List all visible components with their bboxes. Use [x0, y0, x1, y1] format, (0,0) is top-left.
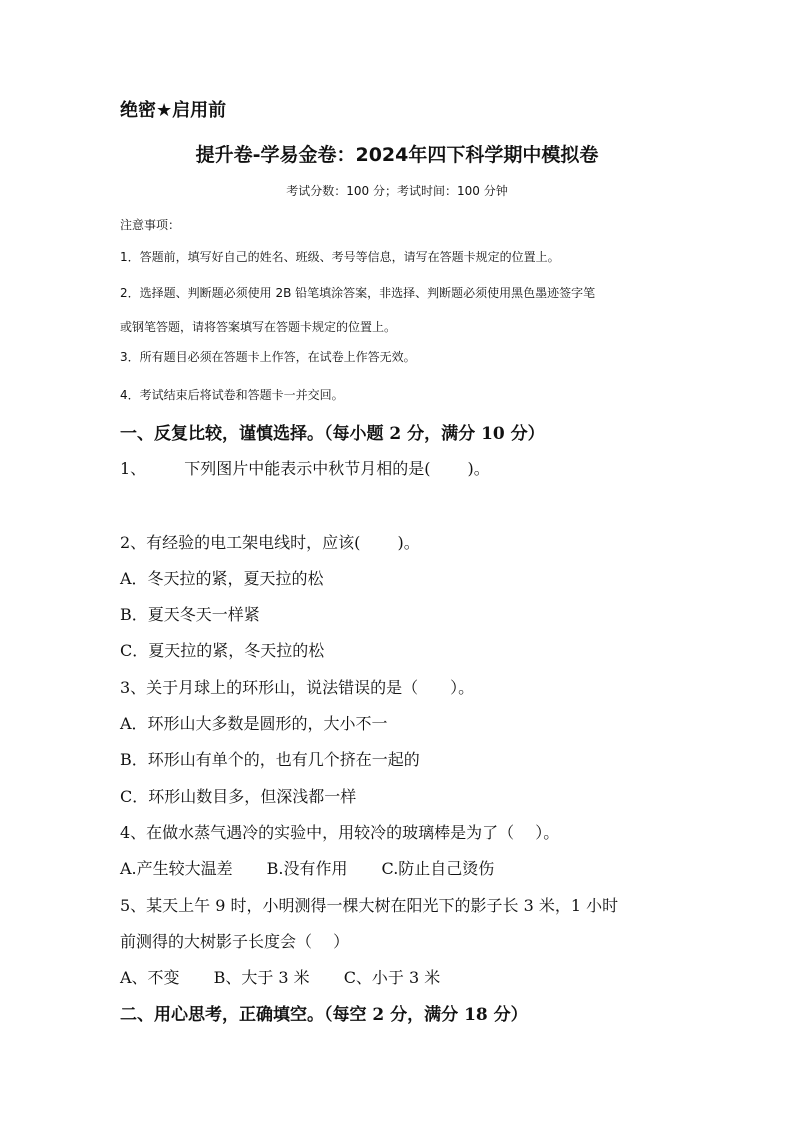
- notice-item-2-line-1: 2．选择题、判断题必须使用 2B 铅笔填涂答案，非选择、判断题必须使用黑色墨迹签字笔: [120, 286, 596, 300]
- question-1: [120, 456, 490, 479]
- question-4-option-c: C.防止自己烫伤: [381, 859, 495, 878]
- notice-item-3: 3．所有题目必须在答题卡上作答，在试卷上作答无效。: [120, 350, 416, 364]
- question-3-stem: 3、关于月球上的环形山，说法错误的是（ ）。: [120, 678, 475, 697]
- question-3-option-a: A．环形山大多数是圆形的，大小不一: [120, 714, 388, 733]
- question-2-option-c: C．夏天拉的紧，冬天拉的松: [120, 641, 325, 660]
- notice-item-1: 1．答题前，填写好自己的姓名、班级、考号等信息，请写在答题卡规定的位置上。: [120, 250, 560, 264]
- question-2-option-b: B．夏天冬天一样紧: [120, 605, 260, 624]
- question-1-number: 1、: [120, 459, 147, 478]
- notice-item-4: 4．考试结束后将试卷和答题卡一并交回。: [120, 388, 344, 402]
- notice-item-2-line-2: 或钢笔答题，请将答案填写在答题卡规定的位置上。: [120, 320, 397, 334]
- confidential-label: 绝密★启用前: [120, 100, 227, 121]
- question-5-stem-line-2: 前测得的大树影子长度会（ ）: [120, 932, 350, 951]
- question-4-options: [120, 856, 494, 879]
- question-3-option-c: C．环形山数目多，但深浅都一样: [120, 787, 357, 806]
- question-2-option-a: A．冬天拉的紧，夏天拉的松: [120, 569, 324, 588]
- question-4-stem: 4、在做水蒸气遇冷的实验中，用较冷的玻璃棒是为了（ ）。: [120, 823, 560, 842]
- section-1-title: 一、反复比较，谨慎选择。（每小题 2 分，满分 10 分）: [120, 424, 545, 444]
- section-2-title: 二、用心思考，正确填空。（每空 2 分，满分 18 分）: [120, 1005, 528, 1025]
- question-3-option-b: B．环形山有单个的，也有几个挤在一起的: [120, 750, 420, 769]
- question-5-option-b: B、大于 3 米: [213, 968, 310, 987]
- question-4-option-b: B.没有作用: [266, 859, 348, 878]
- notice-heading: 注意事项：: [120, 218, 181, 232]
- question-5-stem-line-1: 5、某天上午 9 时，小明测得一棵大树在阳光下的影子长 3 米，1 小时: [120, 896, 619, 915]
- question-1-text: 下列图片中能表示中秋节月相的是( )。: [184, 459, 490, 478]
- question-5-options: [120, 965, 440, 988]
- question-4-option-a: A.产生较大温差: [120, 859, 233, 878]
- question-5-option-a: A、不变: [120, 968, 180, 987]
- exam-info: 考试分数：100 分；考试时间：100 分钟: [286, 184, 508, 198]
- page-title: 提升卷-学易金卷：2024年四下科学期中模拟卷: [195, 144, 599, 166]
- question-5-option-c: C、小于 3 米: [343, 968, 441, 987]
- question-2-stem: 2、有经验的电工架电线时，应该( )。: [120, 533, 420, 552]
